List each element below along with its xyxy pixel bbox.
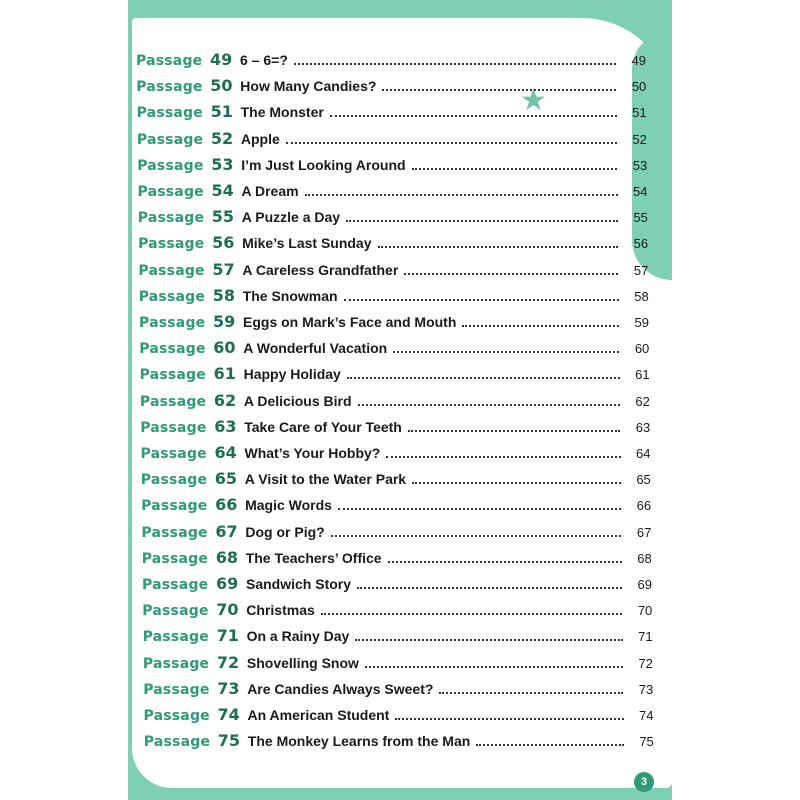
dot-leader	[330, 115, 617, 117]
page-reference: 59	[634, 315, 649, 330]
toc-entry	[142, 574, 652, 596]
passage-label: Passage	[137, 210, 205, 227]
passage-title: 6 – 6=?	[240, 52, 288, 68]
page-reference: 65	[636, 472, 651, 488]
passage-title: A Delicious Bird	[243, 392, 352, 409]
dot-leader	[286, 142, 617, 144]
passage-title: Christmas	[246, 602, 315, 619]
passage-title: Sandwich Story	[246, 576, 352, 592]
page-reference: 57	[633, 262, 649, 278]
toc-entry	[138, 260, 648, 282]
passage-number: 59	[213, 312, 236, 331]
page-reference: 63	[635, 419, 651, 435]
page-reference: 64	[636, 446, 651, 461]
passage-title: Mike’s Last Sunday	[242, 235, 372, 252]
dot-leader	[378, 246, 619, 248]
toc-entry	[137, 155, 647, 177]
passage-number: 72	[216, 652, 240, 672]
passage-number: 58	[212, 285, 235, 305]
page-reference: 51	[632, 105, 647, 121]
passage-title: An American Student	[247, 707, 390, 723]
passage-title: Magic Words	[245, 497, 332, 514]
dot-leader	[357, 587, 622, 589]
dot-leader	[395, 718, 623, 720]
passage-label: Passage	[138, 288, 206, 305]
page-reference: 73	[638, 681, 654, 697]
dot-leader	[294, 63, 616, 65]
toc-entry	[141, 469, 651, 491]
toc-entry	[140, 391, 650, 413]
toc-entry	[140, 417, 650, 439]
toc-entry	[138, 181, 648, 203]
passage-title: A Visit to the Water Park	[244, 471, 407, 488]
passage-label: Passage	[138, 262, 205, 279]
passage-label: Passage	[141, 498, 208, 515]
page-reference: 67	[636, 524, 652, 540]
passage-title: On a Rainy Day	[246, 628, 350, 645]
page-reference: 61	[635, 367, 650, 383]
passage-title: Are Candies Always Sweet?	[247, 680, 434, 697]
toc-entry	[136, 50, 646, 72]
passage-title: Shovelling Snow	[246, 654, 359, 671]
passage-label: Passage	[137, 157, 204, 174]
passage-label: Passage	[142, 655, 210, 672]
passage-title: Happy Holiday	[243, 366, 341, 383]
page-reference: 52	[632, 131, 647, 147]
dot-leader	[439, 692, 623, 694]
passage-title: The Teachers’ Office	[245, 549, 382, 566]
passage-number: 68	[215, 547, 238, 567]
toc-entry	[141, 443, 651, 465]
toc-entry	[140, 364, 650, 386]
toc-entry	[139, 312, 649, 334]
page-reference: 74	[639, 708, 654, 723]
passage-title: The Monkey Learns from the Man	[247, 733, 471, 750]
passage-label: Passage	[143, 708, 210, 724]
page-reference: 70	[637, 603, 653, 619]
dot-leader	[305, 194, 618, 196]
passage-label: Passage	[136, 105, 203, 122]
passage-label: Passage	[141, 550, 209, 567]
dot-leader	[365, 666, 623, 668]
passage-label: Passage	[140, 419, 207, 436]
passage-label: Passage	[142, 603, 209, 620]
dot-leader	[338, 508, 621, 510]
page-reference: 60	[634, 341, 650, 357]
dot-leader	[412, 482, 621, 484]
page-reference: 75	[639, 734, 654, 750]
toc-entry	[143, 653, 653, 675]
passage-number: 67	[215, 521, 238, 541]
passage-label: Passage	[139, 367, 206, 384]
dot-leader	[331, 535, 622, 537]
passage-number: 54	[211, 181, 234, 200]
page-reference: 50	[631, 79, 647, 95]
dot-leader	[388, 561, 622, 563]
page-reference: 62	[635, 393, 650, 409]
passage-label: Passage	[138, 236, 205, 253]
passage-number: 56	[212, 233, 235, 253]
passage-number: 55	[211, 207, 235, 227]
dot-leader	[412, 168, 618, 170]
page-reference: 54	[633, 184, 648, 199]
toc-entry	[141, 495, 651, 517]
toc-entry	[143, 626, 653, 648]
dot-leader	[393, 351, 619, 353]
page-reference: 71	[638, 629, 653, 645]
passage-label: Passage	[141, 524, 208, 541]
passage-number: 51	[210, 102, 233, 122]
dot-leader	[355, 639, 622, 641]
star-icon: ★	[520, 84, 547, 117]
page-reference: 58	[634, 288, 649, 304]
passage-number: 75	[217, 731, 241, 751]
passage-label: Passage	[142, 629, 209, 646]
passage-number: 61	[213, 364, 236, 384]
passage-title: A Careless Grandfather	[242, 261, 399, 278]
passage-number: 64	[214, 443, 237, 462]
passage-title: A Wonderful Vacation	[243, 340, 388, 357]
page-reference: 68	[637, 550, 652, 566]
dot-leader	[404, 273, 618, 275]
toc-entry	[144, 705, 654, 727]
passage-title: The Snowman	[242, 287, 338, 304]
page-reference: 53	[632, 157, 648, 173]
passage-title: I’m Just Looking Around	[241, 156, 406, 173]
toc-entry	[137, 102, 647, 124]
passage-label: Passage	[139, 393, 207, 410]
toc-entry	[142, 600, 652, 622]
passage-label: Passage	[143, 681, 210, 698]
passage-title: The Monster	[240, 104, 324, 121]
passage-label: Passage	[140, 472, 208, 489]
passage-number: 69	[216, 574, 239, 593]
dot-leader	[346, 220, 618, 222]
passage-number: 71	[216, 626, 239, 646]
dot-leader	[347, 377, 620, 379]
passage-number: 53	[211, 154, 234, 174]
passage-number: 65	[214, 469, 238, 489]
page-number-badge: 3	[634, 772, 654, 792]
passage-number: 73	[217, 678, 240, 698]
passage-number: 60	[213, 338, 236, 358]
passage-title: Apple	[240, 130, 280, 147]
passage-title: Eggs on Mark’s Face and Mouth	[243, 314, 457, 330]
passage-number: 52	[210, 128, 234, 148]
dot-leader	[358, 404, 620, 406]
passage-number: 63	[214, 416, 237, 436]
toc-entry	[139, 338, 649, 360]
table-of-contents	[128, 0, 672, 800]
passage-title: A Puzzle a Day	[241, 209, 341, 226]
toc-entry	[138, 207, 648, 229]
toc-entry	[136, 76, 646, 98]
toc-entry	[138, 233, 648, 255]
toc-entry	[142, 548, 652, 570]
dot-leader	[476, 744, 624, 746]
dot-leader	[408, 430, 620, 432]
passage-label: Passage	[140, 446, 207, 462]
page-reference: 66	[636, 498, 652, 514]
toc-entry	[144, 731, 654, 753]
passage-label: Passage	[142, 577, 209, 593]
passage-title: How Many Candies?	[240, 78, 377, 95]
toc-entry	[139, 286, 649, 308]
dot-leader	[321, 613, 623, 615]
toc-entry	[141, 522, 651, 544]
passage-title: Dog or Pig?	[245, 523, 325, 540]
page-reference: 72	[638, 655, 653, 671]
dot-leader	[344, 299, 619, 301]
passage-label: Passage	[139, 341, 206, 358]
dot-leader	[462, 325, 619, 327]
page-reference: 56	[633, 236, 649, 252]
page-reference: 69	[637, 577, 652, 592]
page-reference: 55	[633, 210, 648, 226]
toc-entry	[143, 679, 653, 701]
passage-label: Passage	[143, 734, 211, 751]
passage-label: Passage	[139, 315, 206, 331]
book-page	[128, 0, 672, 800]
passage-label: Passage	[136, 53, 203, 69]
passage-label: Passage	[136, 79, 203, 96]
passage-title: A Dream	[241, 183, 299, 199]
dot-leader	[382, 89, 616, 91]
passage-title: Take Care of Your Teeth	[244, 418, 402, 435]
toc-entry	[137, 129, 647, 151]
passage-number: 70	[216, 600, 239, 620]
passage-number: 57	[212, 259, 235, 279]
passage-number: 62	[213, 390, 237, 410]
passage-label: Passage	[137, 184, 204, 200]
passage-number: 66	[215, 495, 238, 515]
passage-number: 74	[217, 705, 240, 724]
passage-label: Passage	[136, 131, 204, 148]
passage-number: 50	[210, 76, 233, 96]
passage-number: 49	[210, 50, 233, 69]
passage-title: What’s Your Hobby?	[244, 445, 381, 461]
page-reference: 49	[631, 53, 646, 68]
dot-leader	[386, 456, 620, 458]
